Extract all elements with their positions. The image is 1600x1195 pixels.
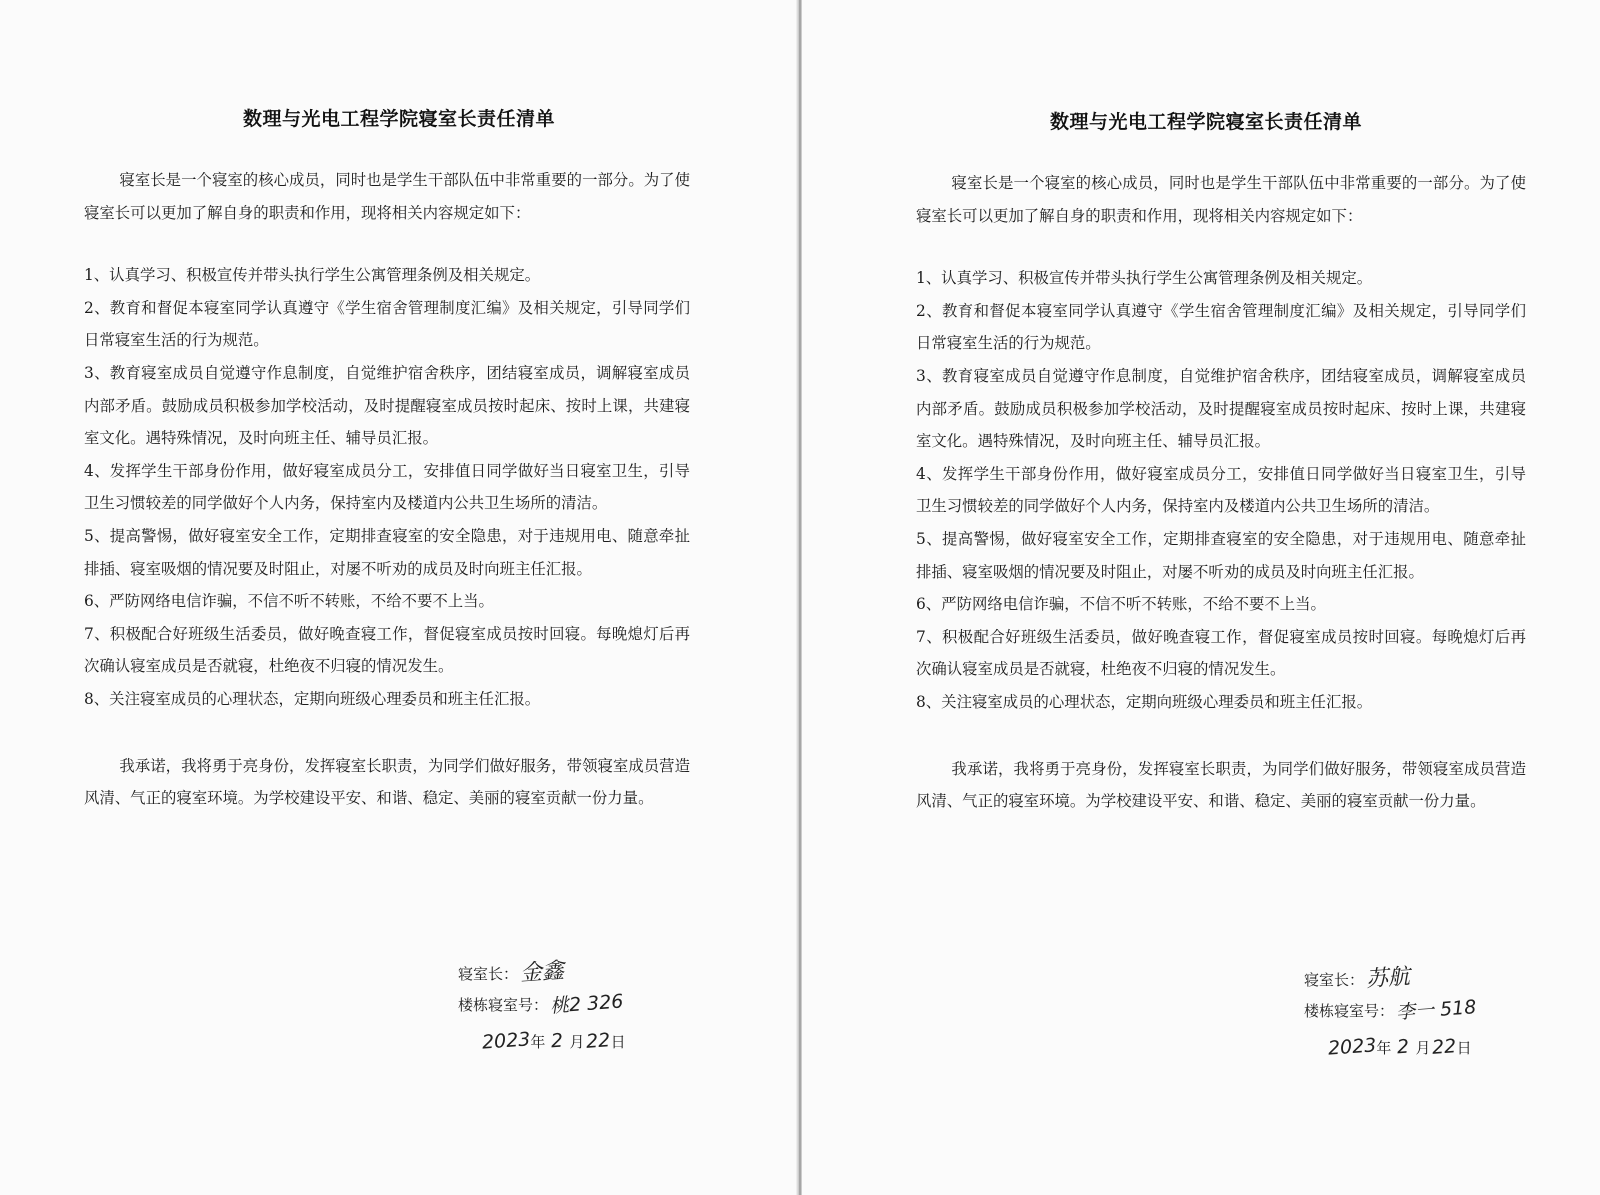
responsibility-item-3: 3、教育寝室成员自觉遵守作息制度，自觉维护宿舍秩序，团结寝室成员，调解寝室成员内部矛盾。鼓励成员积极参加学校活动，及时提醒寝室成员按时起床、按时上课，共建寝室文化。遇特殊情况，及时向班主任、辅导员汇报。 xyxy=(916,366,1526,451)
responsibility-item-6: 6、严防网络电信诈骗，不信不听不转账，不给不要不上当。 xyxy=(84,592,494,611)
responsibility-item-4: 4、发挥学生干部身份作用，做好寝室成员分工，安排值日同学做好当日寝室卫生，引导卫生习惯较差的同学做好个人内务，保持室内及楼道内公共卫生场所的清洁。 xyxy=(916,464,1526,516)
intro-paragraph: 寝室长是一个寝室的核心成员，同时也是学生干部队伍中非常重要的一部分。为了使寝室长可以更加了解自身的职责和作用，现将相关内容规定如下： xyxy=(916,174,1526,225)
leader-signature: 苏航 xyxy=(1365,964,1411,993)
pledge-paragraph: 我承诺，我将勇于亮身份，发挥寝室长职责，为同学们做好服务，带领寝室成员营造风清、气正的寝室环境。为学校建设平安、和谐、稳定、美丽的寝室贡献一份力量。 xyxy=(84,756,690,808)
date-day-label: 日 xyxy=(610,1033,626,1051)
responsibility-item-1: 1、认真学习、积极宣传并带头执行学生公寓管理条例及相关规定。 xyxy=(84,266,541,285)
signature-block xyxy=(1304,964,1476,1063)
room-row xyxy=(458,989,626,1020)
leader-label: 寝室长： xyxy=(458,965,519,983)
document-body xyxy=(84,164,690,815)
room-number-handwritten: 李一 518 xyxy=(1395,996,1477,1024)
date-month: 2 xyxy=(550,1029,565,1053)
document-page-left xyxy=(0,0,798,1195)
leader-row xyxy=(458,958,626,989)
responsibility-item-5: 5、提高警惕，做好寝室安全工作，定期排查寝室的安全隐患，对于违规用电、随意牵扯排插、寝室吸烟的情况要及时阻止，对屡不听劝的成员及时向班主任汇报。 xyxy=(916,529,1526,581)
document-title: 数理与光电工程学院寝室长责任清单 xyxy=(1049,111,1362,133)
room-number-handwritten: 桃2 326 xyxy=(549,990,625,1018)
room-row xyxy=(1304,995,1476,1026)
leader-label: 寝室长： xyxy=(1304,971,1365,989)
responsibility-item-8: 8、关注寝室成员的心理状态，定期向班级心理委员和班主任汇报。 xyxy=(916,692,1373,711)
date-day-label: 日 xyxy=(1456,1039,1472,1057)
document-body xyxy=(916,167,1526,818)
date-day: 22 xyxy=(1431,1035,1458,1059)
responsibility-item-7: 7、积极配合好班级生活委员，做好晚查寝工作，督促寝室成员按时回寝。每晚熄灯后再次确认寝室成员是否就寝，杜绝夜不归寝的情况发生。 xyxy=(916,627,1526,679)
pledge-paragraph: 我承诺，我将勇于亮身份，发挥寝室长职责，为同学们做好服务，带领寝室成员营造风清、气正的寝室环境。为学校建设平安、和谐、稳定、美丽的寝室贡献一份力量。 xyxy=(916,759,1526,811)
leader-signature: 金鑫 xyxy=(519,958,565,987)
responsibility-item-6: 6、严防网络电信诈骗，不信不听不转账，不给不要不上当。 xyxy=(916,595,1326,614)
responsibility-item-2: 2、教育和督促本寝室同学认真遵守《学生宿舍管理制度汇编》及相关规定，引导同学们日常寝室生活的行为规范。 xyxy=(84,298,690,350)
responsibility-item-1: 1、认真学习、积极宣传并带头执行学生公寓管理条例及相关规定。 xyxy=(916,269,1373,288)
date-year: 2023 xyxy=(481,1028,532,1054)
document-title: 数理与光电工程学院寝室长责任清单 xyxy=(242,108,555,130)
leader-row xyxy=(1304,964,1476,995)
intro-paragraph: 寝室长是一个寝室的核心成员，同时也是学生干部队伍中非常重要的一部分。为了使寝室长可以更加了解自身的职责和作用，现将相关内容规定如下： xyxy=(84,171,690,222)
responsibility-item-7: 7、积极配合好班级生活委员，做好晚查寝工作，督促寝室成员按时回寝。每晚熄灯后再次确认寝室成员是否就寝，杜绝夜不归寝的情况发生。 xyxy=(84,624,690,676)
date-month-label: 月 xyxy=(569,1033,585,1051)
responsibility-item-3: 3、教育寝室成员自觉遵守作息制度，自觉维护宿舍秩序，团结寝室成员，调解寝室成员内部矛盾。鼓励成员积极参加学校活动，及时提醒寝室成员按时起床、按时上课，共建寝室文化。遇特殊情况，及时向班主任、辅导员汇报。 xyxy=(84,363,690,448)
date-day: 22 xyxy=(585,1029,612,1053)
responsibility-item-2: 2、教育和督促本寝室同学认真遵守《学生宿舍管理制度汇编》及相关规定，引导同学们日常寝室生活的行为规范。 xyxy=(916,301,1526,353)
room-label: 楼栋寝室号： xyxy=(1304,1002,1395,1020)
date-year-label: 年 xyxy=(530,1033,546,1051)
room-label: 楼栋寝室号： xyxy=(458,996,549,1014)
document-page-right xyxy=(802,0,1600,1195)
responsibility-item-4: 4、发挥学生干部身份作用，做好寝室成员分工，安排值日同学做好当日寝室卫生，引导卫生习惯较差的同学做好个人内务，保持室内及楼道内公共卫生场所的清洁。 xyxy=(84,461,690,513)
responsibility-item-8: 8、关注寝室成员的心理状态，定期向班级心理委员和班主任汇报。 xyxy=(84,689,541,708)
responsibility-item-5: 5、提高警惕，做好寝室安全工作，定期排查寝室的安全隐患，对于违规用电、随意牵扯排插、寝室吸烟的情况要及时阻止，对屡不听劝的成员及时向班主任汇报。 xyxy=(84,526,690,578)
date-row xyxy=(458,1026,626,1057)
signature-block xyxy=(458,958,626,1057)
date-month-label: 月 xyxy=(1415,1039,1431,1057)
date-row xyxy=(1304,1032,1476,1063)
date-month: 2 xyxy=(1396,1035,1411,1059)
date-year: 2023 xyxy=(1327,1034,1378,1060)
date-year-label: 年 xyxy=(1376,1039,1392,1057)
